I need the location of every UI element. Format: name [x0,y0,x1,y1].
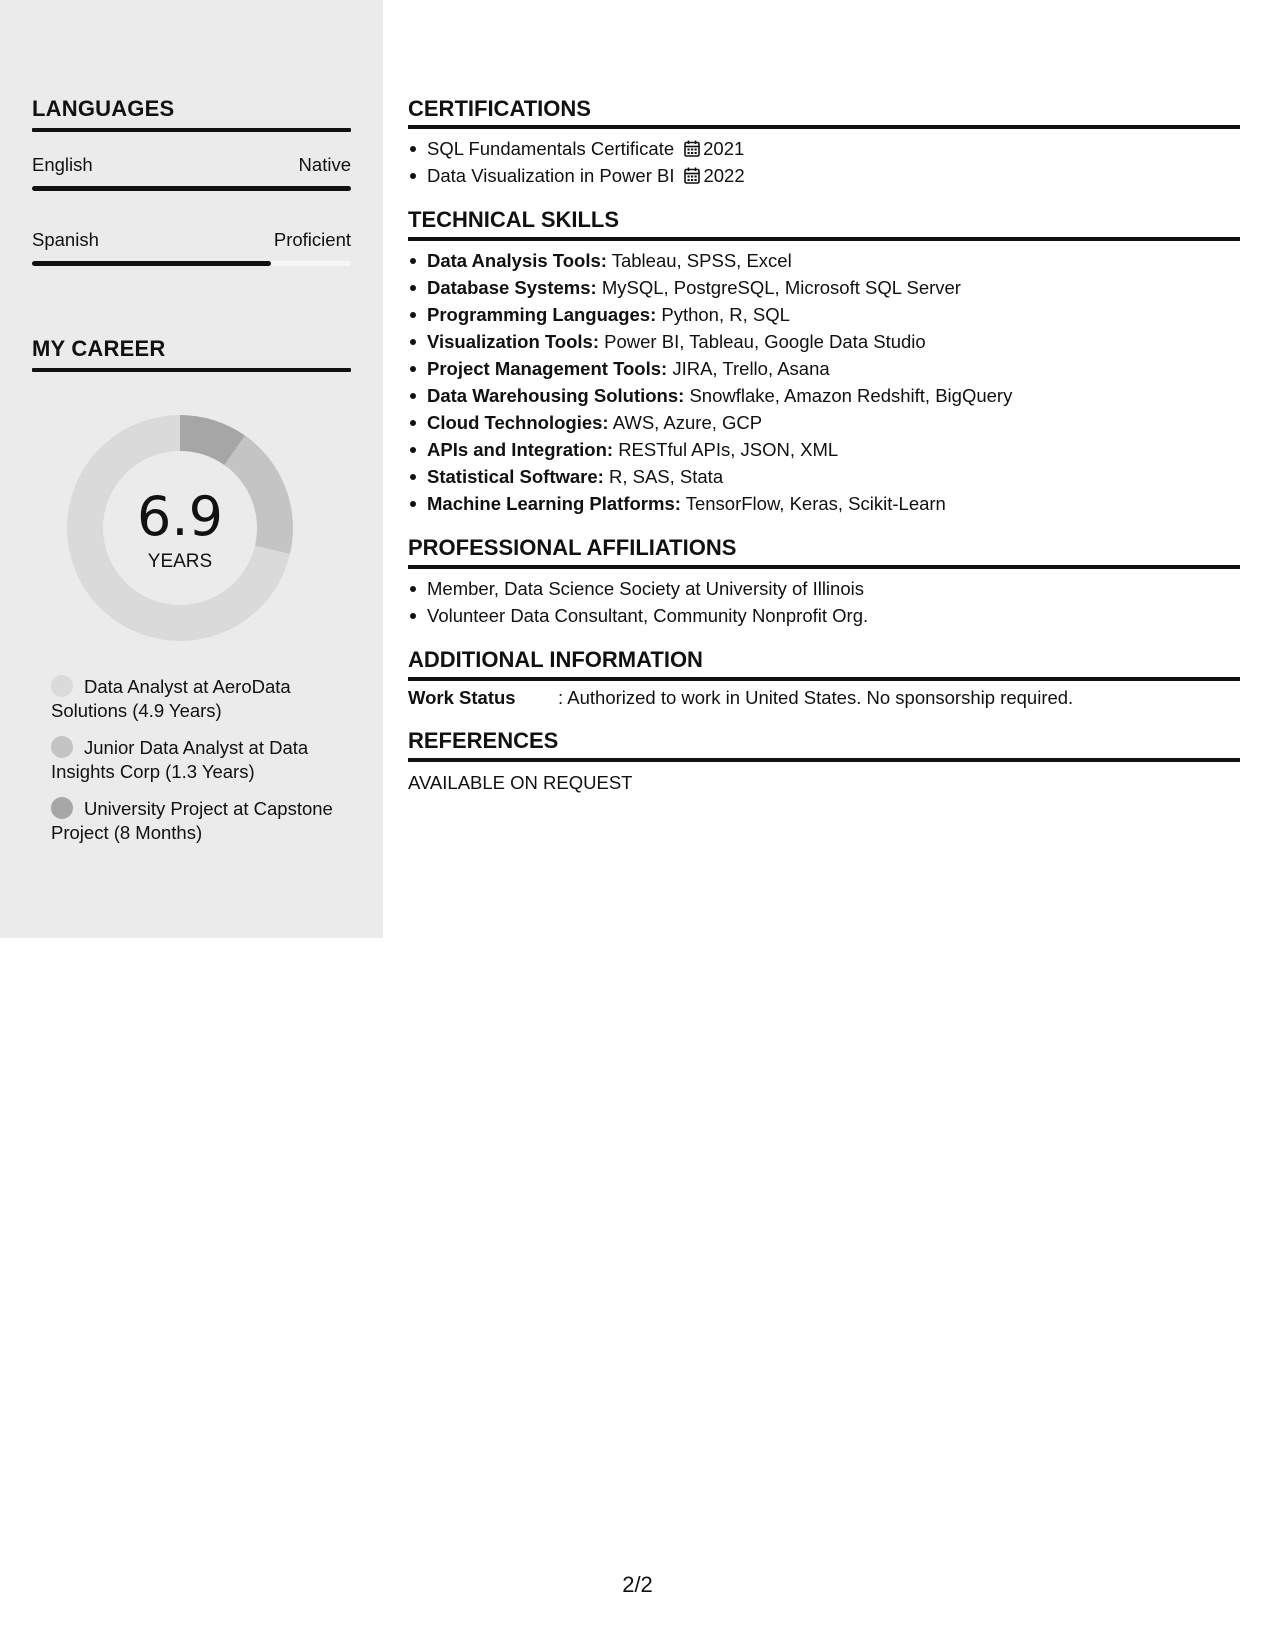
career-legend [51,675,341,858]
work-status-row [408,687,1073,709]
technical-skills-heading: TECHNICAL SKILLS [408,207,620,232]
skill-label: Project Management Tools: [427,358,668,379]
skill-label: Data Warehousing Solutions: [427,385,685,406]
skill-label: Data Analysis Tools: [427,250,607,271]
references-value: AVAILABLE ON REQUEST [408,772,633,793]
skill-item [408,247,1012,274]
language-name: Spanish [32,229,99,250]
certification-name: Data Visualization in Power BI [427,165,675,186]
skill-item [408,409,1012,436]
technical-skills-divider [408,237,1240,241]
skill-item [408,490,1012,517]
affiliation-text: Volunteer Data Consultant, Community Nonprofit Org. [427,605,869,626]
references-heading: REFERENCES [408,728,559,753]
skill-value: Python, R, SQL [661,304,790,325]
language-proficiency-fill [32,261,271,266]
affiliation-text: Member, Data Science Society at University of Illinois [427,578,864,599]
language-proficiency-bar [32,186,351,191]
career-legend-item [51,797,341,845]
language-level: Native [298,154,351,175]
skill-label: Database Systems: [427,277,597,298]
legend-dot-icon [51,736,73,758]
legend-dot-icon [51,675,73,697]
skill-item [408,436,1012,463]
language-item-spanish [32,229,351,266]
page-number: 2/2 [622,1572,653,1597]
career-donut-chart [65,413,295,643]
affiliation-item [408,602,868,629]
certification-year: 2022 [703,165,745,186]
skill-value: AWS, Azure, GCP [612,412,763,433]
additional-info-heading: ADDITIONAL INFORMATION [408,647,703,672]
calendar-icon [684,167,700,184]
affiliations-divider [408,565,1240,569]
language-proficiency-fill [32,186,351,191]
certification-name: SQL Fundamentals Certificate [427,138,675,159]
career-donut-center [65,413,295,643]
skill-label: APIs and Integration: [427,439,614,460]
skill-item [408,463,1012,490]
skill-value: Power BI, Tableau, Google Data Studio [604,331,926,352]
skill-item [408,274,1012,301]
affiliations-heading: PROFESSIONAL AFFILIATIONS [408,535,737,560]
certifications-divider [408,125,1240,129]
skill-value: Snowflake, Amazon Redshift, BigQuery [689,385,1013,406]
affiliations-list [408,575,868,629]
language-proficiency-bar [32,261,351,266]
career-legend-text: University Project at Capstone Project (8 Months) [51,798,333,843]
career-legend-text: Data Analyst at AeroData Solutions (4.9 Years) [51,676,291,721]
skill-item [408,301,1012,328]
career-heading: MY CAREER [32,336,166,361]
language-name: English [32,154,93,175]
skill-value: R, SAS, Stata [608,466,724,487]
certification-item [408,162,745,189]
skill-label: Statistical Software: [427,466,604,487]
language-item-english [32,154,351,191]
skill-value: TensorFlow, Keras, Scikit-Learn [685,493,946,514]
affiliation-item [408,575,868,602]
languages-heading: LANGUAGES [32,96,175,121]
skill-value: MySQL, PostgreSQL, Microsoft SQL Server [601,277,961,298]
career-legend-item [51,736,341,784]
career-total-years: 6.9 [137,485,223,548]
certifications-list [408,135,745,189]
language-level: Proficient [273,229,351,250]
skill-label: Programming Languages: [427,304,657,325]
languages-divider [32,128,351,132]
technical-skills-list [408,247,1012,517]
skill-label: Cloud Technologies: [427,412,609,433]
skill-label: Machine Learning Platforms: [427,493,681,514]
skill-item [408,328,1012,355]
skill-label: Visualization Tools: [427,331,600,352]
references-divider [408,758,1240,762]
additional-info-divider [408,677,1240,681]
certifications-heading: CERTIFICATIONS [408,96,591,121]
calendar-icon [684,140,700,157]
work-status-label: Work Status [408,687,516,708]
languages-section [32,96,351,266]
skill-value: Tableau, SPSS, Excel [611,250,792,271]
career-divider [32,368,351,372]
certification-year: 2021 [703,138,745,159]
career-legend-text: Junior Data Analyst at Data Insights Corp (1.3 Years) [51,737,309,782]
skill-value: RESTful APIs, JSON, XML [618,439,839,460]
certification-item [408,135,745,162]
career-section [32,336,351,372]
skill-value: JIRA, Trello, Asana [672,358,830,379]
legend-dot-icon [51,797,73,819]
skill-item [408,355,1012,382]
career-total-unit: YEARS [147,551,213,572]
sidebar [0,0,383,938]
work-status-value: : Authorized to work in United States. No sponsorship required. [558,687,1074,708]
skill-item [408,382,1012,409]
career-legend-item [51,675,341,723]
